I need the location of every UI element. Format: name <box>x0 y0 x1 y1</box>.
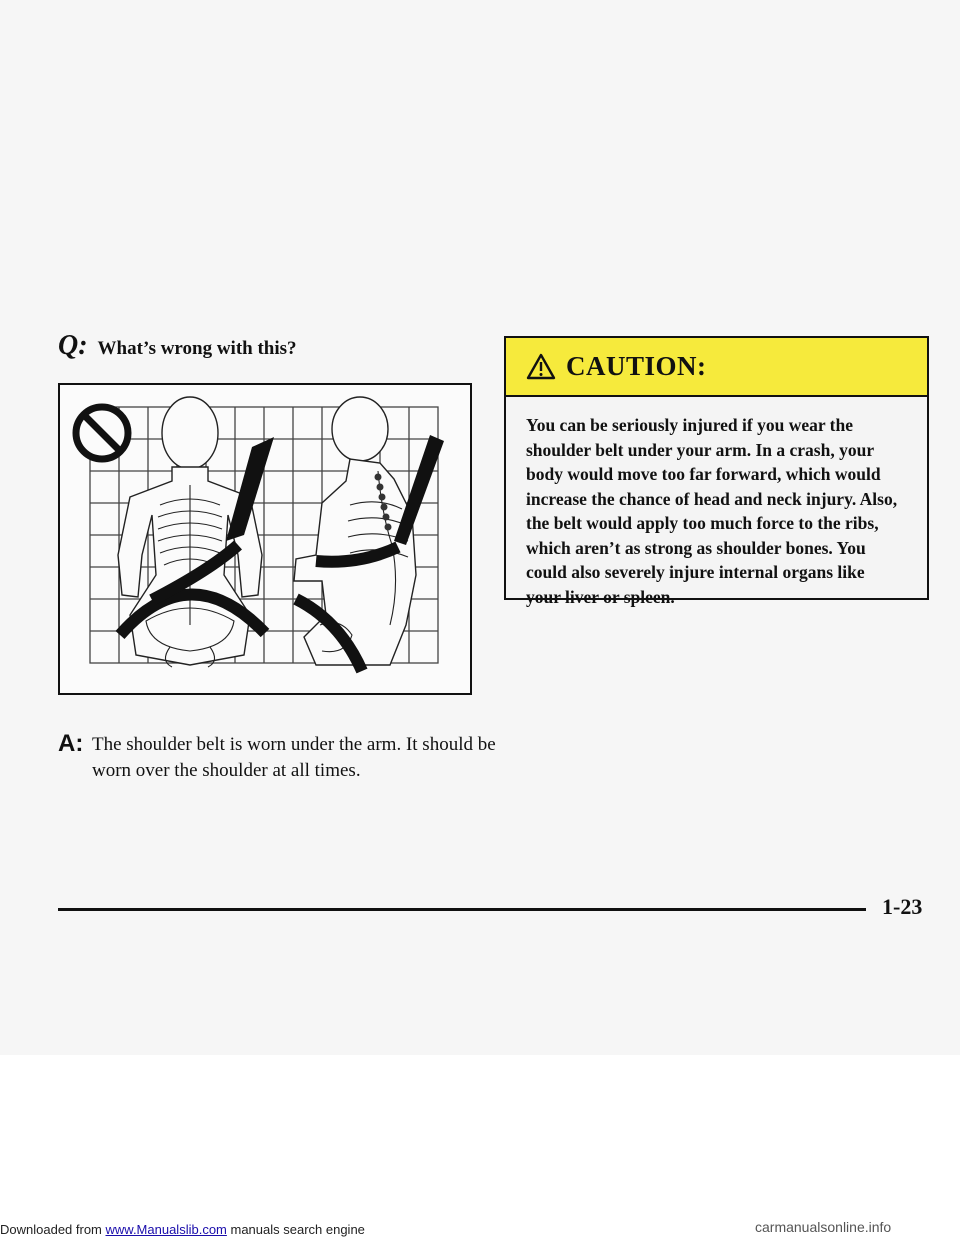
caution-box <box>504 336 929 607</box>
page-number: 1-23 <box>882 894 923 919</box>
footer-prefix: Downloaded from <box>0 1222 106 1237</box>
prohibition-icon <box>76 407 128 459</box>
answer-label: A: <box>58 730 84 757</box>
question-label: Q: <box>58 330 88 361</box>
caution-title: CAUTION: <box>566 351 707 381</box>
skeleton-drawing <box>60 385 470 693</box>
answer-text: The shoulder belt is worn under the arm. It should be worn over the shoulder at all times. <box>92 734 496 781</box>
footer-suffix: manuals search engine <box>226 1222 365 1237</box>
watermark-text: carmanualsonline.info <box>755 1219 892 1235</box>
bottom-margin <box>0 1055 960 1242</box>
caution-text: You can be seriously injured if you wear the shoulder belt under your arm. In a crash, your body would move too far forward, which would increase the chance of head and neck injury. Also, the belt would apply too much force to the ribs, which aren’t as strong as shoulder bones. You could also severely injure internal organs like your liver or spleen. <box>526 415 898 607</box>
warning-triangle-icon <box>526 353 556 380</box>
footer-rule <box>58 908 866 911</box>
question-text: What’s wrong with this? <box>97 338 297 359</box>
question-line <box>58 330 297 362</box>
download-footer <box>0 1222 365 1237</box>
manualslib-link[interactable]: www.Manualslib.com <box>105 1222 227 1237</box>
caution-header <box>506 338 927 397</box>
answer-line <box>58 732 512 784</box>
seatbelt-illustration <box>58 383 472 695</box>
